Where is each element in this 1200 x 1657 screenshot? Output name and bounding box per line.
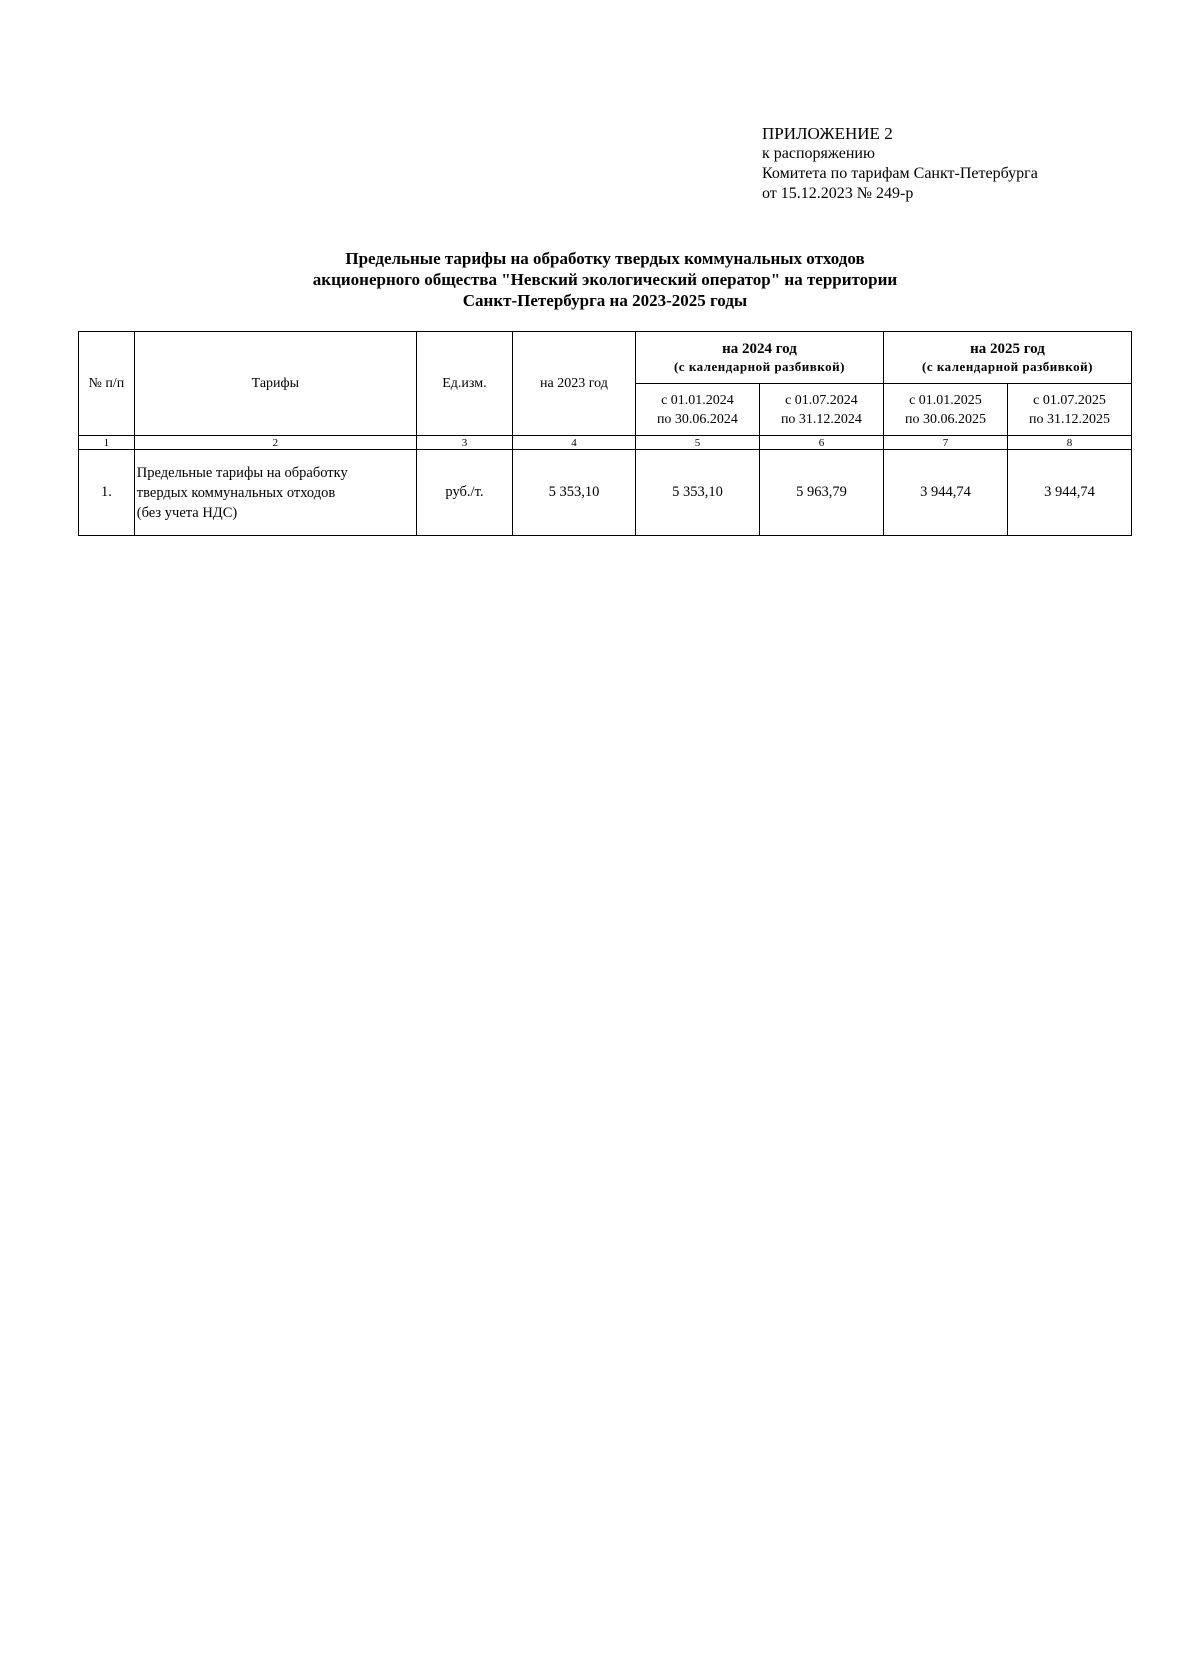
header-period-2025-h2 xyxy=(1007,384,1131,436)
appendix-label: ПРИЛОЖЕНИЕ 2 xyxy=(762,124,893,143)
value-2025-h2: 3 944,74 xyxy=(1007,450,1131,536)
title-line-3: Санкт-Петербурга на 2023-2025 годы xyxy=(462,291,748,310)
tariff-unit: руб./т. xyxy=(416,450,512,536)
column-number-row xyxy=(79,436,1132,450)
value-2023: 5 353,10 xyxy=(512,450,635,536)
column-number: 4 xyxy=(512,436,635,450)
tariff-name-line-1: Предельные тарифы на обработку xyxy=(136,464,348,481)
header-year-2025-title: на 2025 год xyxy=(970,340,1045,357)
appendix-line-3: от 15.12.2023 № 249-р xyxy=(762,185,914,202)
period-2025-h2-to: по 31.12.2025 xyxy=(1028,411,1110,427)
period-2024-h2-from: с 01.07.2024 xyxy=(785,392,858,408)
appendix-line-1: к распоряжению xyxy=(762,145,875,162)
tariff-name xyxy=(134,450,416,536)
period-2025-h1-from: с 01.01.2025 xyxy=(909,392,982,408)
header-num: № п/п xyxy=(79,332,135,436)
table-header-row-1 xyxy=(79,332,1132,384)
period-2024-h2-to: по 31.12.2024 xyxy=(780,411,862,427)
appendix-header xyxy=(762,124,1162,204)
header-year-2024-title: на 2024 год xyxy=(722,340,797,357)
tariff-name-line-3: (без учета НДС) xyxy=(136,504,238,521)
appendix-line-2: Комитета по тарифам Санкт-Петербурга xyxy=(762,165,1038,182)
column-number: 6 xyxy=(759,436,883,450)
header-year-2025-sub: (с календарной разбивкой) xyxy=(922,358,1093,374)
column-number: 3 xyxy=(416,436,512,450)
table-row xyxy=(79,450,1132,536)
value-2024-h2: 5 963,79 xyxy=(759,450,883,536)
tariff-name-line-2: твердых коммунальных отходов xyxy=(136,484,336,501)
header-period-2024-h2 xyxy=(759,384,883,436)
column-number: 2 xyxy=(134,436,416,450)
header-year-2025 xyxy=(883,332,1131,384)
period-2024-h1-to: по 30.06.2024 xyxy=(656,411,738,427)
header-year-2024-sub: (с календарной разбивкой) xyxy=(673,358,845,374)
tariff-table xyxy=(78,331,1132,536)
title-line-1: Предельные тарифы на обработку твердых коммунальных отходов xyxy=(345,249,865,268)
period-2025-h2-from: с 01.07.2025 xyxy=(1033,392,1106,408)
header-period-2024-h1 xyxy=(635,384,759,436)
header-period-2025-h1 xyxy=(883,384,1007,436)
header-unit: Ед.изм. xyxy=(416,332,512,436)
header-year-2024 xyxy=(635,332,883,384)
column-number: 7 xyxy=(883,436,1007,450)
row-number: 1. xyxy=(79,450,135,536)
document-title xyxy=(78,248,1132,311)
period-2025-h1-to: по 30.06.2025 xyxy=(904,411,986,427)
period-2024-h1-from: с 01.01.2024 xyxy=(661,392,734,408)
header-tariffs: Тарифы xyxy=(134,332,416,436)
header-year-2023: на 2023 год xyxy=(512,332,635,436)
value-2025-h1: 3 944,74 xyxy=(883,450,1007,536)
title-line-2: акционерного общества "Невский экологический оператор" на территории xyxy=(312,270,898,289)
value-2024-h1: 5 353,10 xyxy=(635,450,759,536)
column-number: 5 xyxy=(635,436,759,450)
column-number: 8 xyxy=(1007,436,1131,450)
column-number: 1 xyxy=(79,436,135,450)
